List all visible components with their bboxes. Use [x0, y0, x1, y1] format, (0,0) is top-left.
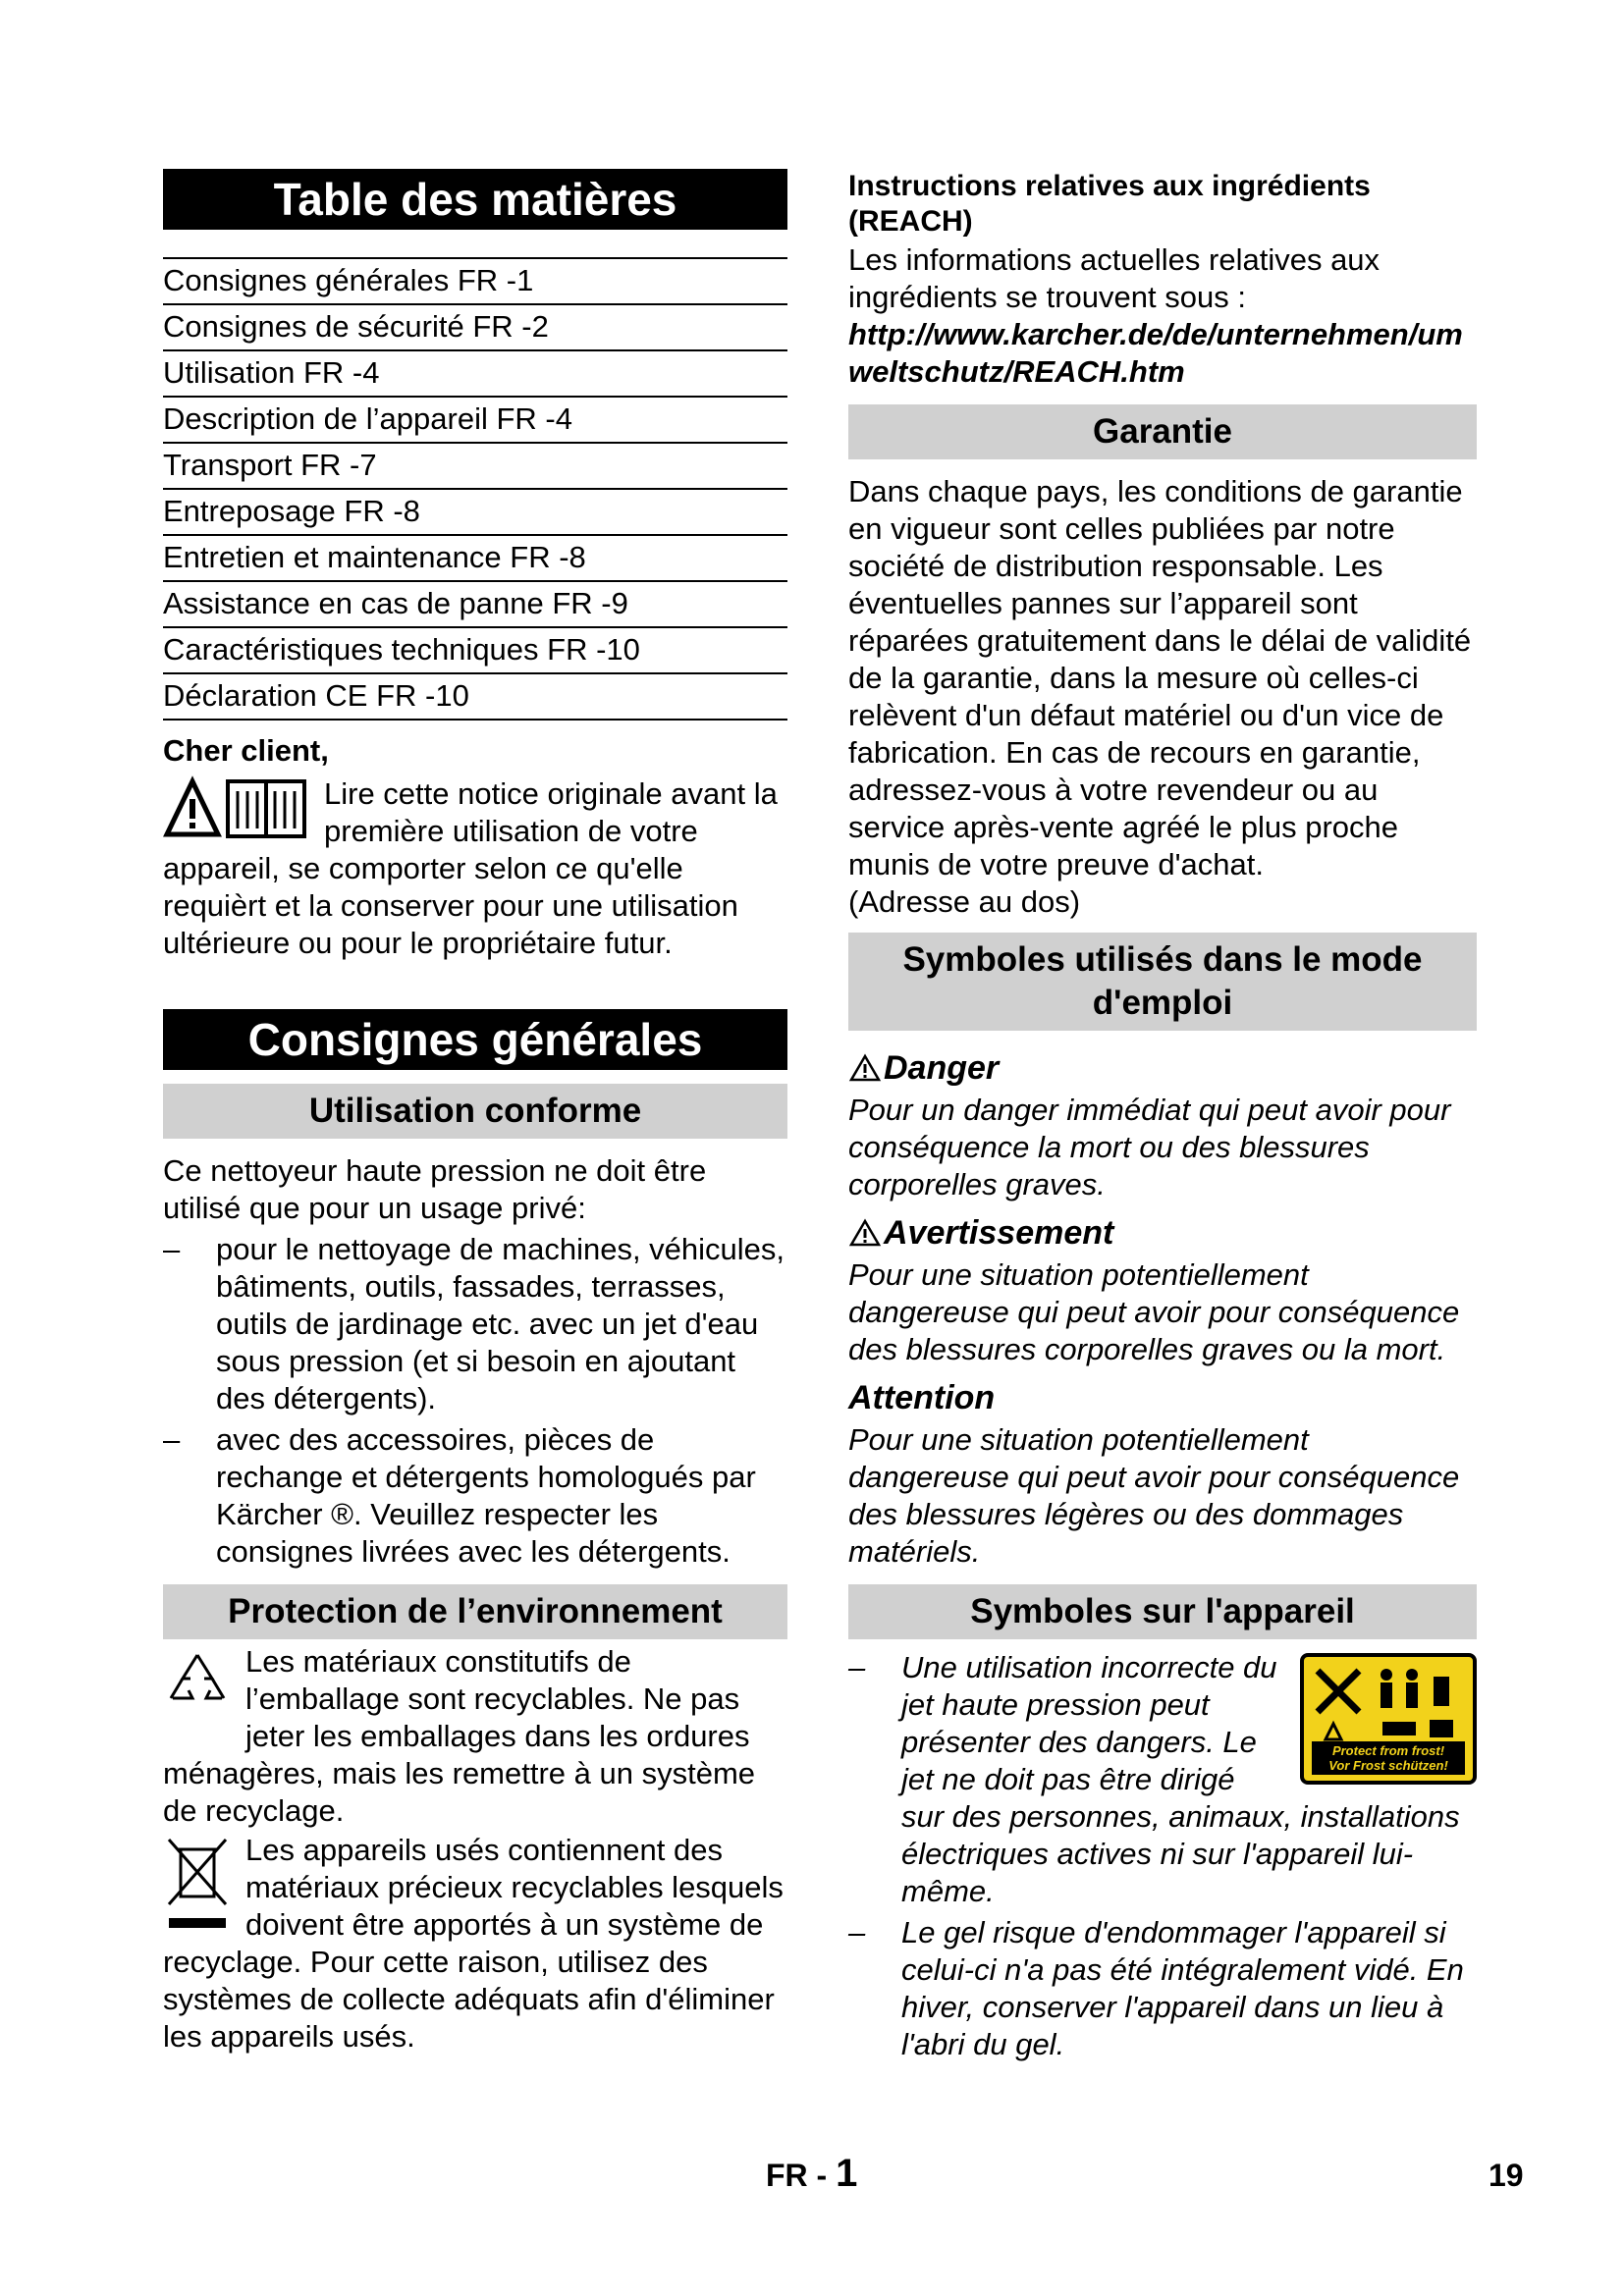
warning-block: [848, 1211, 1477, 1368]
no-spray-people-icon: [1304, 1657, 1473, 1745]
usage-list: [163, 1231, 787, 1571]
warning-triangle-icon: [848, 1218, 882, 1248]
frost-warning-sign: [1300, 1653, 1477, 1785]
warning-heading: Avertissement: [848, 1211, 1477, 1255]
page-number: 19: [1489, 2158, 1524, 2193]
toc-item[interactable]: Caractéristiques techniques FR -10: [163, 628, 787, 674]
recycle-block: [163, 1643, 787, 1830]
toc-item[interactable]: Consignes de sécurité FR -2: [163, 305, 787, 351]
usage-intro: Ce nettoyeur haute pression ne doit être utilisé que pour un usage privé:: [163, 1153, 707, 1225]
section-title-general: Consignes générales: [163, 1009, 787, 1070]
crossed-bin-icon: [163, 1836, 232, 1939]
greeting-text: Lire cette notice originale avant la première utilisation de votre appareil, se comporter selon ce qu'elle requièrt et la conserver pour une utilisation ultérieure ou pour le propriétaire futur.: [163, 776, 778, 960]
list-item: – pour le nettoyage de machines, véhicules, bâtiments, outils, fassades, terrasses, outils de jardinage etc. avec un jet d'eau sous pression (et si besoin en ajoutant des détergents).: [163, 1232, 785, 1415]
reach-link[interactable]: http://www.karcher.de/de/unternehmen/umweltschutz/REACH.htm: [848, 317, 1463, 389]
section-title-symbols-device: Symboles sur l'appareil: [848, 1584, 1477, 1639]
recycle-icon: [163, 1649, 232, 1719]
left-column: [163, 169, 787, 2056]
toc-title: Table des matières: [163, 169, 787, 230]
device-symbols-list: [848, 1649, 1477, 2063]
list-item: Protect from frost! Vor Frost schützen! – Une utilisation incorrecte du jet haute pression peut présenter des dangers. Le jet ne doit pas être dirigé sur des personnes, animaux, installations électriques actives ni sur l'appareil lui-même.: [848, 1649, 1477, 1910]
danger-text: Pour un danger immédiat qui peut avoir pour conséquence la mort ou des blessures corporelles graves.: [848, 1093, 1451, 1201]
right-column: [848, 169, 1477, 2063]
list-item: – avec des accessoires, pièces de rechange et détergents homologués par Kärcher ®. Veuillez respecter les consignes livrées avec les détergents.: [163, 1422, 756, 1569]
section-title-symbols-manual: Symboles utilisés dans le mode d'emploi: [848, 933, 1477, 1031]
toc-item[interactable]: Description de l’appareil FR -4: [163, 398, 787, 444]
subsection-title-environment: Protection de l’environnement: [163, 1584, 787, 1639]
attention-text: Pour une situation potentiellement dangereuse qui peut avoir pour conséquence des blessures légères ou des dommages matériels.: [848, 1422, 1460, 1569]
manual-book-icon: [228, 781, 304, 836]
toc-item[interactable]: Consignes générales FR -1: [163, 259, 787, 305]
attention-block: [848, 1376, 1477, 1571]
toc-item[interactable]: Entretien et maintenance FR -8: [163, 536, 787, 582]
toc-item[interactable]: Déclaration CE FR -10: [163, 674, 787, 721]
warranty-address: (Adresse au dos): [848, 884, 1081, 919]
greeting-title: Cher client,: [163, 733, 329, 768]
attention-heading: Attention: [848, 1379, 996, 1416]
reach-text: Les informations actuelles relatives aux ingrédients se trouvent sous :: [848, 242, 1380, 314]
subsection-title-usage: Utilisation conforme: [163, 1084, 787, 1139]
warranty-text: Dans chaque pays, les conditions de garantie en vigueur sont celles publiées par notre société de distribution responsable. Les éventuelles pannes sur l’appareil sont réparées gratuitement dans le délai de validité de la garantie, dans la mesure où celles-ci relèvent d'un défaut matériel ou d'un vice de fabrication. En cas de recours en garantie, adressez-vous à votre revendeur ou au service après-vente agréé le plus proche munis de votre preuve d'achat.: [848, 474, 1472, 881]
toc-item[interactable]: Entreposage FR -8: [163, 490, 787, 536]
reach-title: Instructions relatives aux ingrédients (REACH): [848, 170, 1371, 238]
warning-text: Pour une situation potentiellement dangereuse qui peut avoir pour conséquence des blessures corporelles graves ou la mort.: [848, 1257, 1460, 1366]
warning-triangle-icon: [163, 775, 310, 845]
toc-item[interactable]: Utilisation FR -4: [163, 351, 787, 398]
weee-block: [163, 1832, 787, 2056]
weee-text: Les appareils usés contiennent des matériaux précieux recyclables lesquels doivent être apportés à un système de recyclage. Pour cette raison, utilisez des systèmes de collecte adéquats afin d'éliminer les appareils usés.: [163, 1833, 784, 2054]
section-title-warranty: Garantie: [848, 404, 1477, 459]
danger-heading: Danger: [848, 1046, 1477, 1090]
toc-item[interactable]: Assistance en cas de panne FR -9: [163, 582, 787, 628]
danger-block: [848, 1046, 1477, 1203]
warning-triangle-icon: [848, 1053, 882, 1083]
recycle-text: Les matériaux constitutifs de l’emballage sont recyclables. Ne pas jeter les emballages dans les ordures ménagères, mais les remettre à un système de recyclage.: [163, 1644, 756, 1828]
footer-page-label: FR - 1: [766, 2152, 858, 2195]
frost-sign-label: Protect from frost! Vor Frost schützen!: [1312, 1741, 1465, 1775]
table-of-contents: [163, 257, 787, 721]
greeting-block: [163, 775, 787, 962]
list-item: – Le gel risque d'endommager l'appareil si celui-ci n'a pas été intégralement vidé. En hiver, conserver l'appareil dans un lieu à l'abri du gel.: [848, 1915, 1464, 2061]
toc-item[interactable]: Transport FR -7: [163, 444, 787, 490]
